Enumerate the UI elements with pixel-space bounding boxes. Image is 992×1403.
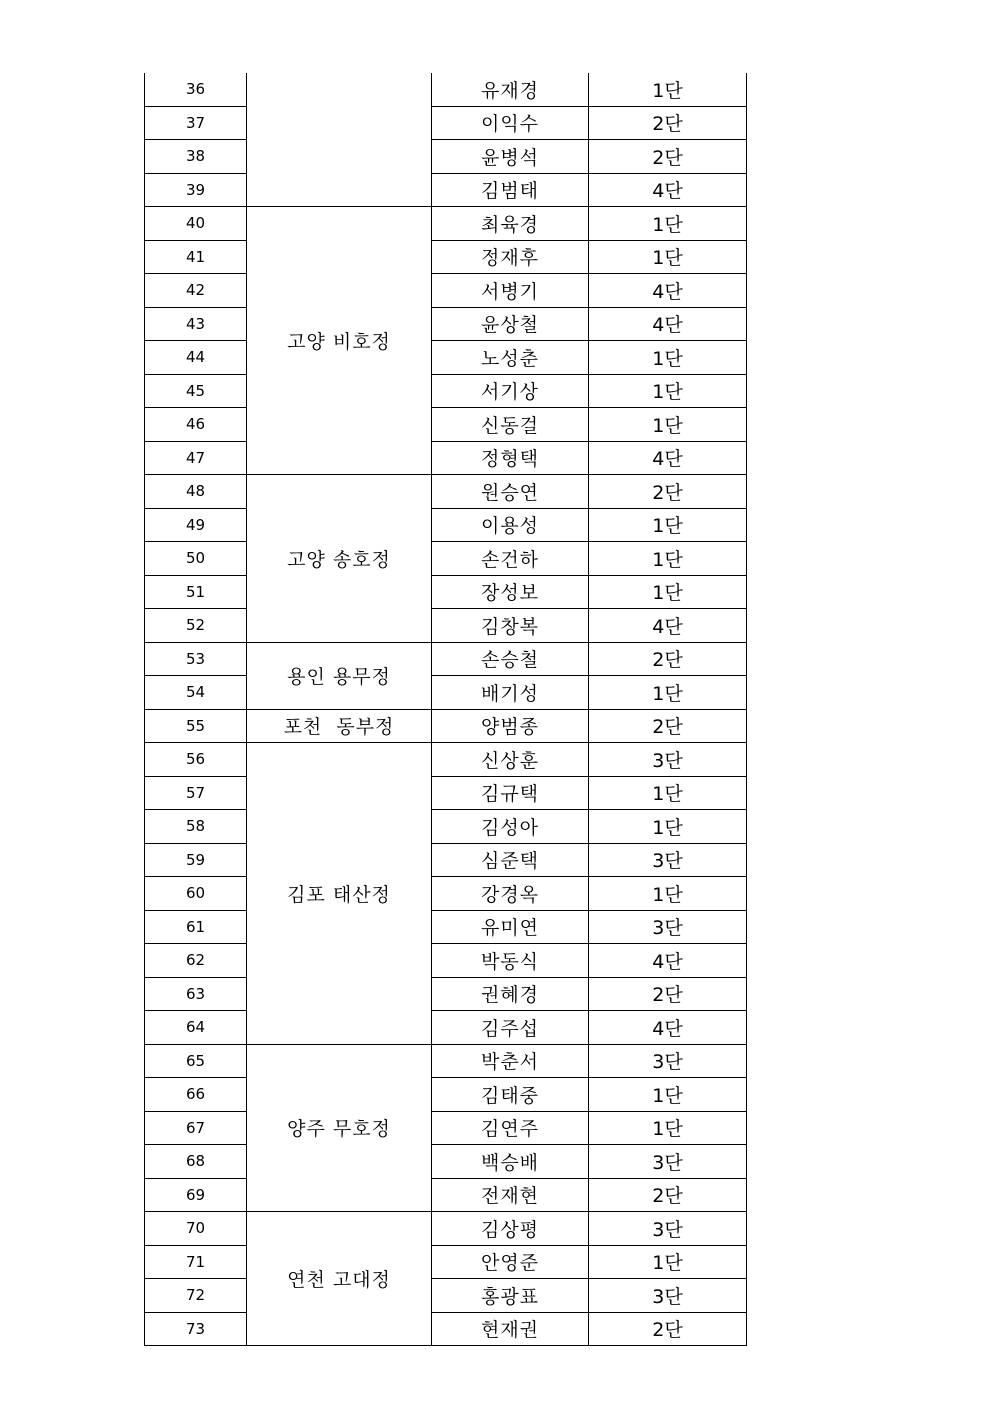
member-name: 이용성 — [432, 508, 589, 542]
member-rank: 3단 — [589, 1044, 747, 1078]
club-name: 연천 고대정 — [247, 1212, 432, 1346]
table-row — [145, 843, 747, 877]
member-rank: 2단 — [589, 709, 747, 743]
member-name: 유재경 — [432, 73, 589, 106]
member-name: 노성춘 — [432, 341, 589, 375]
table-row — [145, 240, 747, 274]
table-row — [145, 1011, 747, 1045]
member-name: 신동걸 — [432, 408, 589, 442]
table-row — [145, 1212, 747, 1246]
member-name: 김연주 — [432, 1111, 589, 1145]
member-rank: 3단 — [589, 910, 747, 944]
member-number: 61 — [145, 910, 247, 944]
member-rank: 1단 — [589, 877, 747, 911]
member-name: 김주섭 — [432, 1011, 589, 1045]
member-number: 37 — [145, 106, 247, 140]
club-name: 용인 용무정 — [247, 642, 432, 709]
table-row — [145, 1178, 747, 1212]
member-number: 58 — [145, 810, 247, 844]
member-name: 윤상철 — [432, 307, 589, 341]
member-rank: 2단 — [589, 1312, 747, 1346]
member-name: 유미연 — [432, 910, 589, 944]
member-name: 신상훈 — [432, 743, 589, 777]
member-name: 현재권 — [432, 1312, 589, 1346]
club-name: 김포 태산정 — [247, 743, 432, 1045]
member-rank: 4단 — [589, 609, 747, 643]
member-rank: 1단 — [589, 240, 747, 274]
table-row — [145, 341, 747, 375]
member-number: 55 — [145, 709, 247, 743]
member-name: 김성아 — [432, 810, 589, 844]
member-rank: 2단 — [589, 642, 747, 676]
table-row — [145, 140, 747, 174]
member-name: 윤병석 — [432, 140, 589, 174]
member-name: 김상평 — [432, 1212, 589, 1246]
member-name: 백승배 — [432, 1145, 589, 1179]
member-number: 52 — [145, 609, 247, 643]
table-row — [145, 1245, 747, 1279]
member-rank: 1단 — [589, 1078, 747, 1112]
member-rank: 4단 — [589, 441, 747, 475]
table-row — [145, 441, 747, 475]
member-name: 양범종 — [432, 709, 589, 743]
member-number: 45 — [145, 374, 247, 408]
member-number: 57 — [145, 776, 247, 810]
member-name: 손건하 — [432, 542, 589, 576]
member-number: 36 — [145, 73, 247, 106]
table-row — [145, 1145, 747, 1179]
table-row — [145, 1044, 747, 1078]
member-rank: 1단 — [589, 508, 747, 542]
member-number: 59 — [145, 843, 247, 877]
member-name: 김창복 — [432, 609, 589, 643]
member-rank: 1단 — [589, 1245, 747, 1279]
table-row — [145, 207, 747, 241]
member-rank: 4단 — [589, 944, 747, 978]
table-row — [145, 575, 747, 609]
member-name: 권혜경 — [432, 977, 589, 1011]
table-row — [145, 508, 747, 542]
member-rank: 4단 — [589, 173, 747, 207]
member-number: 60 — [145, 877, 247, 911]
table-row — [145, 73, 747, 106]
member-number: 43 — [145, 307, 247, 341]
member-number: 65 — [145, 1044, 247, 1078]
member-rank: 1단 — [589, 207, 747, 241]
member-rank: 4단 — [589, 1011, 747, 1045]
table-row — [145, 173, 747, 207]
member-number: 63 — [145, 977, 247, 1011]
member-rank: 2단 — [589, 475, 747, 509]
member-name: 원승연 — [432, 475, 589, 509]
table-row — [145, 542, 747, 576]
table-row — [145, 977, 747, 1011]
table-row — [145, 642, 747, 676]
member-number: 40 — [145, 207, 247, 241]
member-number: 71 — [145, 1245, 247, 1279]
member-rank: 1단 — [589, 776, 747, 810]
member-rank: 3단 — [589, 743, 747, 777]
table-row — [145, 1312, 747, 1346]
table-row — [145, 1078, 747, 1112]
member-name: 이익수 — [432, 106, 589, 140]
table-row — [145, 944, 747, 978]
member-name: 장성보 — [432, 575, 589, 609]
roster-body — [145, 73, 747, 1346]
member-number: 42 — [145, 274, 247, 308]
member-number: 66 — [145, 1078, 247, 1112]
member-name: 최육경 — [432, 207, 589, 241]
member-name: 김범태 — [432, 173, 589, 207]
member-rank: 4단 — [589, 274, 747, 308]
member-number: 50 — [145, 542, 247, 576]
table-row — [145, 1279, 747, 1313]
member-rank: 1단 — [589, 676, 747, 710]
table-row — [145, 274, 747, 308]
table-row — [145, 676, 747, 710]
member-name: 정재후 — [432, 240, 589, 274]
member-rank: 3단 — [589, 1279, 747, 1313]
member-name: 홍광표 — [432, 1279, 589, 1313]
table-row — [145, 743, 747, 777]
member-name: 서병기 — [432, 274, 589, 308]
member-number: 62 — [145, 944, 247, 978]
member-name: 손승철 — [432, 642, 589, 676]
member-name: 김태중 — [432, 1078, 589, 1112]
member-name: 전재현 — [432, 1178, 589, 1212]
member-rank: 1단 — [589, 374, 747, 408]
table-row — [145, 910, 747, 944]
club-name: 양주 무호정 — [247, 1044, 432, 1212]
member-number: 72 — [145, 1279, 247, 1313]
member-number: 56 — [145, 743, 247, 777]
member-rank: 1단 — [589, 341, 747, 375]
member-number: 44 — [145, 341, 247, 375]
member-number: 46 — [145, 408, 247, 442]
member-rank: 1단 — [589, 542, 747, 576]
table-row — [145, 374, 747, 408]
table-row — [145, 408, 747, 442]
member-number: 53 — [145, 642, 247, 676]
member-number: 48 — [145, 475, 247, 509]
table-row — [145, 776, 747, 810]
roster-table — [144, 73, 747, 1346]
table-row — [145, 709, 747, 743]
member-number: 68 — [145, 1145, 247, 1179]
member-number: 39 — [145, 173, 247, 207]
club-name: 고양 송호정 — [247, 475, 432, 643]
member-rank: 4단 — [589, 307, 747, 341]
member-rank: 2단 — [589, 1178, 747, 1212]
member-rank: 3단 — [589, 843, 747, 877]
table-row — [145, 609, 747, 643]
member-name: 안영준 — [432, 1245, 589, 1279]
member-number: 69 — [145, 1178, 247, 1212]
club-name: 포천 동부정 — [247, 709, 432, 743]
table-row — [145, 877, 747, 911]
table-row — [145, 1111, 747, 1145]
member-rank: 2단 — [589, 106, 747, 140]
member-number: 70 — [145, 1212, 247, 1246]
member-number: 38 — [145, 140, 247, 174]
member-rank: 1단 — [589, 408, 747, 442]
member-rank: 2단 — [589, 977, 747, 1011]
member-rank: 1단 — [589, 810, 747, 844]
table-row — [145, 810, 747, 844]
member-number: 67 — [145, 1111, 247, 1145]
member-number: 49 — [145, 508, 247, 542]
member-rank: 1단 — [589, 73, 747, 106]
member-rank: 3단 — [589, 1212, 747, 1246]
club-name — [247, 73, 432, 207]
table-row — [145, 106, 747, 140]
member-rank: 2단 — [589, 140, 747, 174]
member-name: 김규택 — [432, 776, 589, 810]
member-name: 심준택 — [432, 843, 589, 877]
member-name: 서기상 — [432, 374, 589, 408]
member-number: 51 — [145, 575, 247, 609]
member-name: 박동식 — [432, 944, 589, 978]
member-number: 73 — [145, 1312, 247, 1346]
member-name: 강경옥 — [432, 877, 589, 911]
member-rank: 3단 — [589, 1145, 747, 1179]
member-name: 박춘서 — [432, 1044, 589, 1078]
member-rank: 1단 — [589, 1111, 747, 1145]
member-rank: 1단 — [589, 575, 747, 609]
club-name: 고양 비호정 — [247, 207, 432, 475]
table-row — [145, 475, 747, 509]
table-row — [145, 307, 747, 341]
member-name: 정형택 — [432, 441, 589, 475]
member-number: 41 — [145, 240, 247, 274]
member-name: 배기성 — [432, 676, 589, 710]
member-number: 47 — [145, 441, 247, 475]
member-number: 64 — [145, 1011, 247, 1045]
member-number: 54 — [145, 676, 247, 710]
